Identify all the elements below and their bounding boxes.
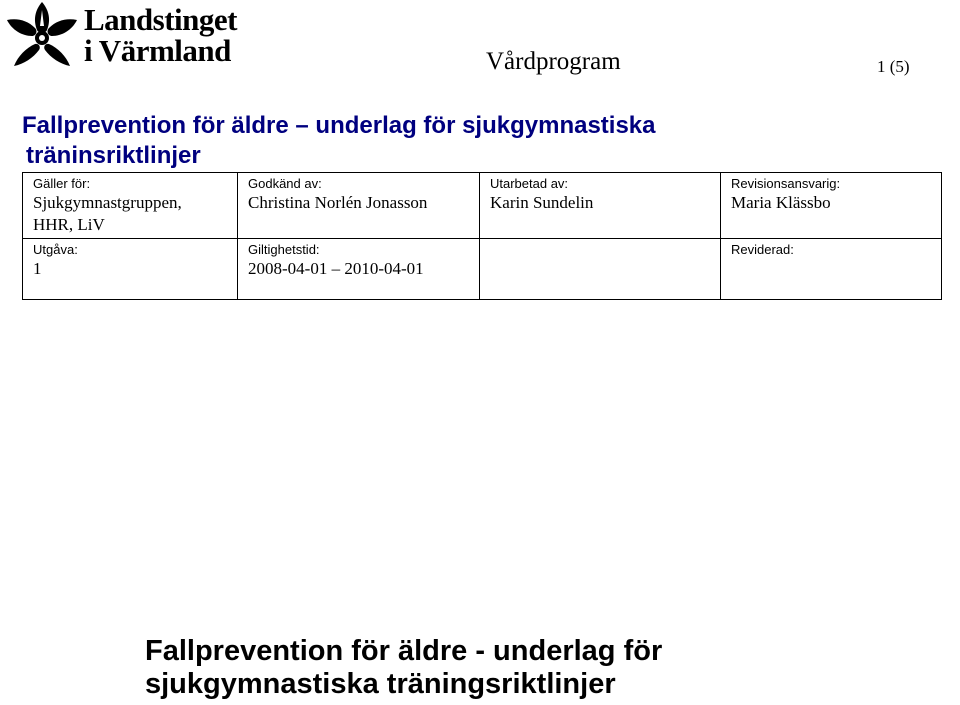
footer-title-line-2: sjukgymnastiska träningsriktlinjer: [145, 668, 616, 700]
title-line-1: Fallprevention för äldre – underlag för sjukgymnastiska: [22, 112, 656, 139]
cell-galler-for: [23, 173, 238, 239]
utarbetad-av-label: Utarbetad av:: [490, 176, 569, 191]
revisionsansvarig-label: Revisionsansvarig:: [731, 176, 841, 191]
utarbetad-av-value: Karin Sundelin: [490, 193, 594, 212]
footer-title-line-1: Fallprevention för äldre - underlag för: [145, 635, 663, 667]
cell-empty: [480, 239, 721, 300]
logo-text-line2: i Värmland: [84, 33, 231, 68]
cell-reviderad: [721, 239, 942, 300]
utgava-value: 1: [33, 259, 42, 278]
giltighetstid-value: 2008-04-01 – 2010-04-01: [248, 259, 424, 278]
logo-text-line1: Landstinget: [84, 2, 237, 37]
flower-emblem-icon: [2, 0, 82, 75]
reviderad-label: Reviderad:: [731, 242, 794, 257]
page-title: [22, 111, 922, 171]
page-number: 1 (5): [877, 57, 910, 76]
cell-utgava: [23, 239, 238, 300]
cell-godkand-av: [238, 173, 480, 239]
cell-revisionsansvarig: [721, 173, 942, 239]
meta-row-1: [23, 173, 942, 239]
cell-utarbetad-av: [480, 173, 721, 239]
document-type: Vårdprogram: [486, 48, 621, 75]
cell-giltighetstid: [238, 239, 480, 300]
logo: [0, 0, 270, 75]
godkand-av-label: Godkänd av:: [248, 176, 322, 191]
utgava-label: Utgåva:: [33, 242, 78, 257]
galler-for-value-2: HHR, LiV: [33, 215, 105, 234]
document-meta-table: [22, 172, 942, 300]
galler-for-label: Gäller för:: [33, 176, 91, 191]
godkand-av-value: Christina Norlén Jonasson: [248, 193, 428, 212]
revisionsansvarig-value: Maria Klässbo: [731, 193, 831, 212]
footer-title: [145, 635, 925, 701]
giltighetstid-label: Giltighetstid:: [248, 242, 320, 257]
title-line-2: träninsriktlinjer: [26, 142, 201, 169]
galler-for-value-1: Sjukgymnastgruppen,: [33, 193, 182, 212]
meta-row-2: [23, 239, 942, 300]
